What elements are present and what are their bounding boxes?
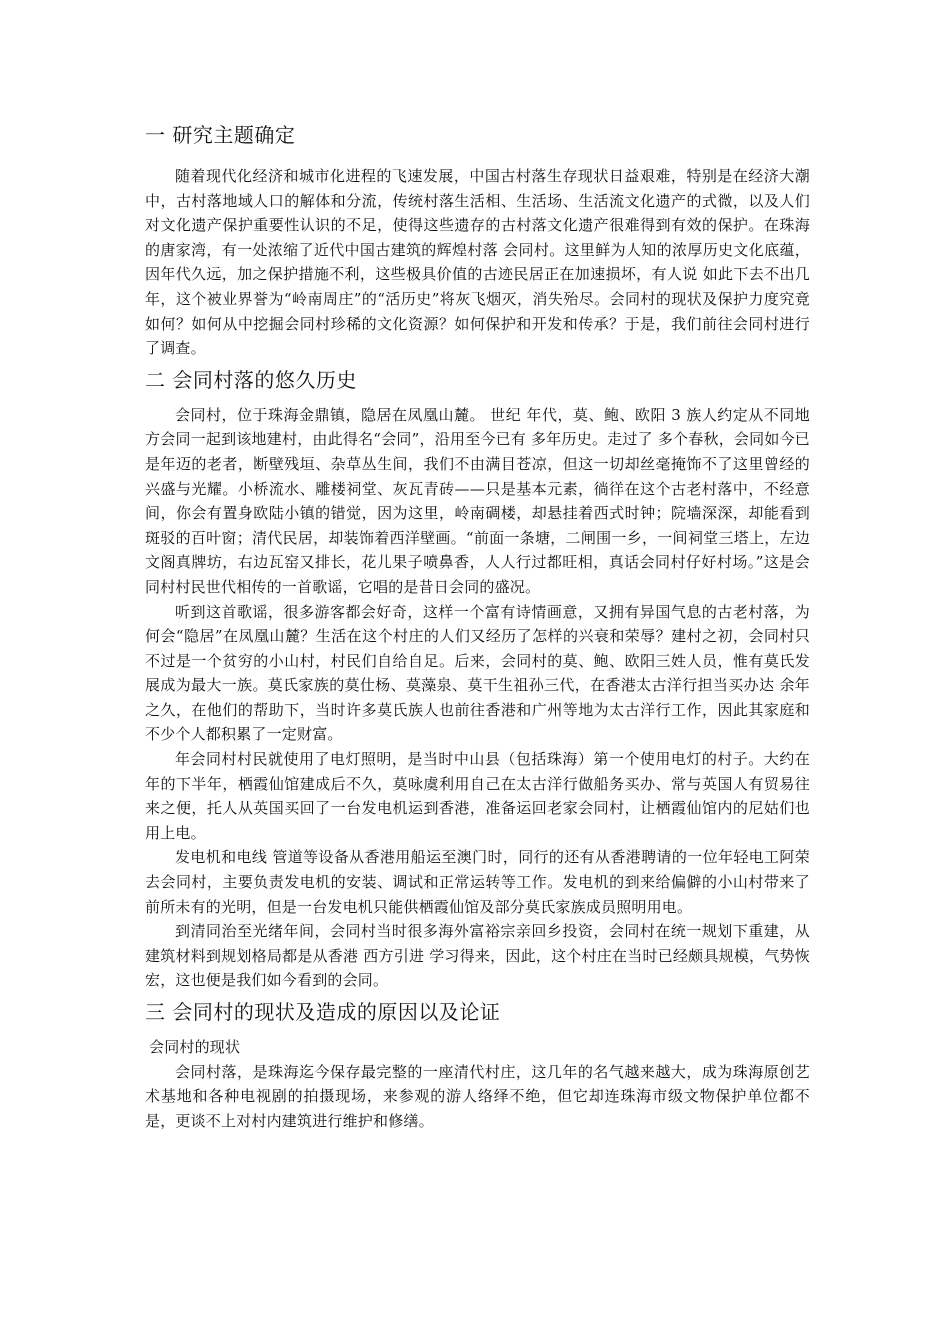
section-2-paragraph-3: 年会同村村民就使用了电灯照明，是当时中山县（包括珠海）第一个使用电灯的村子。大约在 年的下半年，栖霞仙馆建成后不久，莫咏虞利用自己在太古洋行做船务买办、常与英国人有贸易往来之便，托人从英国买回了一台发电机运到香港，准备运回老家会同村，让栖霞仙馆内的尼姑们也用上电。 xyxy=(145,750,810,842)
section-2-paragraph-4: 发电机和电线 管道等设备从香港用船运至澳门时，同行的还有从香港聘请的一位年轻电工阿荣去会同村，主要负责发电机的安装、调试和正常运转等工作。发电机的到来给偏僻的小山村带来了前所未有的光明，但是一台发电机只能供栖霞仙馆及部分莫氏家族成员照明用电。 xyxy=(145,848,810,916)
section-2-paragraph-2: 听到这首歌谣，很多游客都会好奇，这样一个富有诗情画意，又拥有异国气息的古老村落，为何会“隐居”在凤凰山麓？生活在这个村庄的人们又经历了怎样的兴衰和荣辱？建村之初，会同村只不过是一个贫穷的小山村，村民们自给自足。后来，会同村的莫、鲍、欧阳三姓人员，惟有莫氏发展成为最大一族。莫氏家族的莫仕杨、莫藻泉、莫干生祖孙三代，在香港太古洋行担当买办达 余年之久，在他们的帮助下，当时许多莫氏族人也前往香港和广州等地为太古洋行工作，因此其家庭和不少个人都积累了一定财富。 xyxy=(145,602,810,744)
section-2-paragraph-5: 到清同治至光绪年间，会同村当时很多海外富裕宗亲回乡投资，会同村在统一规划下重建，从建筑材料到规划格局都是从香港 西方引进 学习得来，因此，这个村庄在当时已经颇具规模，气势恢宏，这也便是我们如今看到的会同。 xyxy=(145,922,810,990)
section-1-paragraph-1: 随着现代化经济和城市化进程的飞速发展，中国古村落生存现状日益艰难，特别是在经济大潮中，古村落地域人口的解体和分流，传统村落生活相、生活场、生活流文化遗产的式微，以及人们对文化遗产保护重要性认识的不足，使得这些遗存的古村落文化遗产很难得到有效的保护。在珠海的唐家湾，有一处浓缩了近代中国古建筑的辉煌村落 会同村。这里鲜为人知的浓厚历史文化底蕴，因年代久远，加之保护措施不利，这些极具价值的古迹民居正在加速损坏，有人说 如此下去不出几年，这个被业界誉为“岭南周庄”的“活历史”将灰飞烟灭，消失殆尽。会同村的现状及保护力度究竟如何？如何从中挖掘会同村珍稀的文化资源？如何保护和开发和传承？于是，我们前往会同村进行了调查。 xyxy=(145,167,810,358)
section-3-subheading: 会同村的现状 xyxy=(149,1038,241,1056)
section-heading-2: 二 会同村落的悠久历史 xyxy=(145,367,357,392)
section-2-paragraph-1: 会同村，位于珠海金鼎镇，隐居在凤凰山麓。 世纪 年代，莫、鲍、欧阳 3 族人约定从不同地方会同一起到该地建村，由此得名“会同”，沿用至今已有 多年历史。走过了 多个春秋，会同如今已是年迈的老者，断壁残垣、杂草丛生间，我们不由满目苍凉，但这一切却丝毫掩饰不了这里曾经的兴盛与光耀。小桥流水、雕楼祠堂、灰瓦青砖——只是基本元素，徜徉在这个古老村落中，不经意间，你会有置身欧陆小镇的错觉，因为这里，岭南碉楼，却悬挂着西式时钟；院墙深深，却能看到斑驳的百叶窗；清代民居，却装饰着西洋壁画。“前面一条塘，二闸围一乡，一间祠堂三塔上，左边文阁真牌坊，右边瓦窑又排长，花儿果子喷鼻香，人人行过都旺相，真话会同村仔好村场。”这是会同村村民世代相传的一首歌谣，它唱的是昔日会同的盛况。 xyxy=(145,405,810,596)
document-page xyxy=(145,118,810,1133)
section-heading-1: 一 研究主题确定 xyxy=(145,123,296,147)
section-3-paragraph-1: 会同村落，是珠海迄今保存最完整的一座清代村庄，这几年的名气越来越大，成为珠海原创艺术基地和各种电视剧的拍摄现场，来参观的游人络绎不绝，但它却连珠海市级文物保护单位都不是，更谈不上对村内建筑进行维护和修缮。 xyxy=(145,1062,810,1130)
section-heading-3: 三 会同村的现状及造成的原因以及论证 xyxy=(145,1000,501,1024)
